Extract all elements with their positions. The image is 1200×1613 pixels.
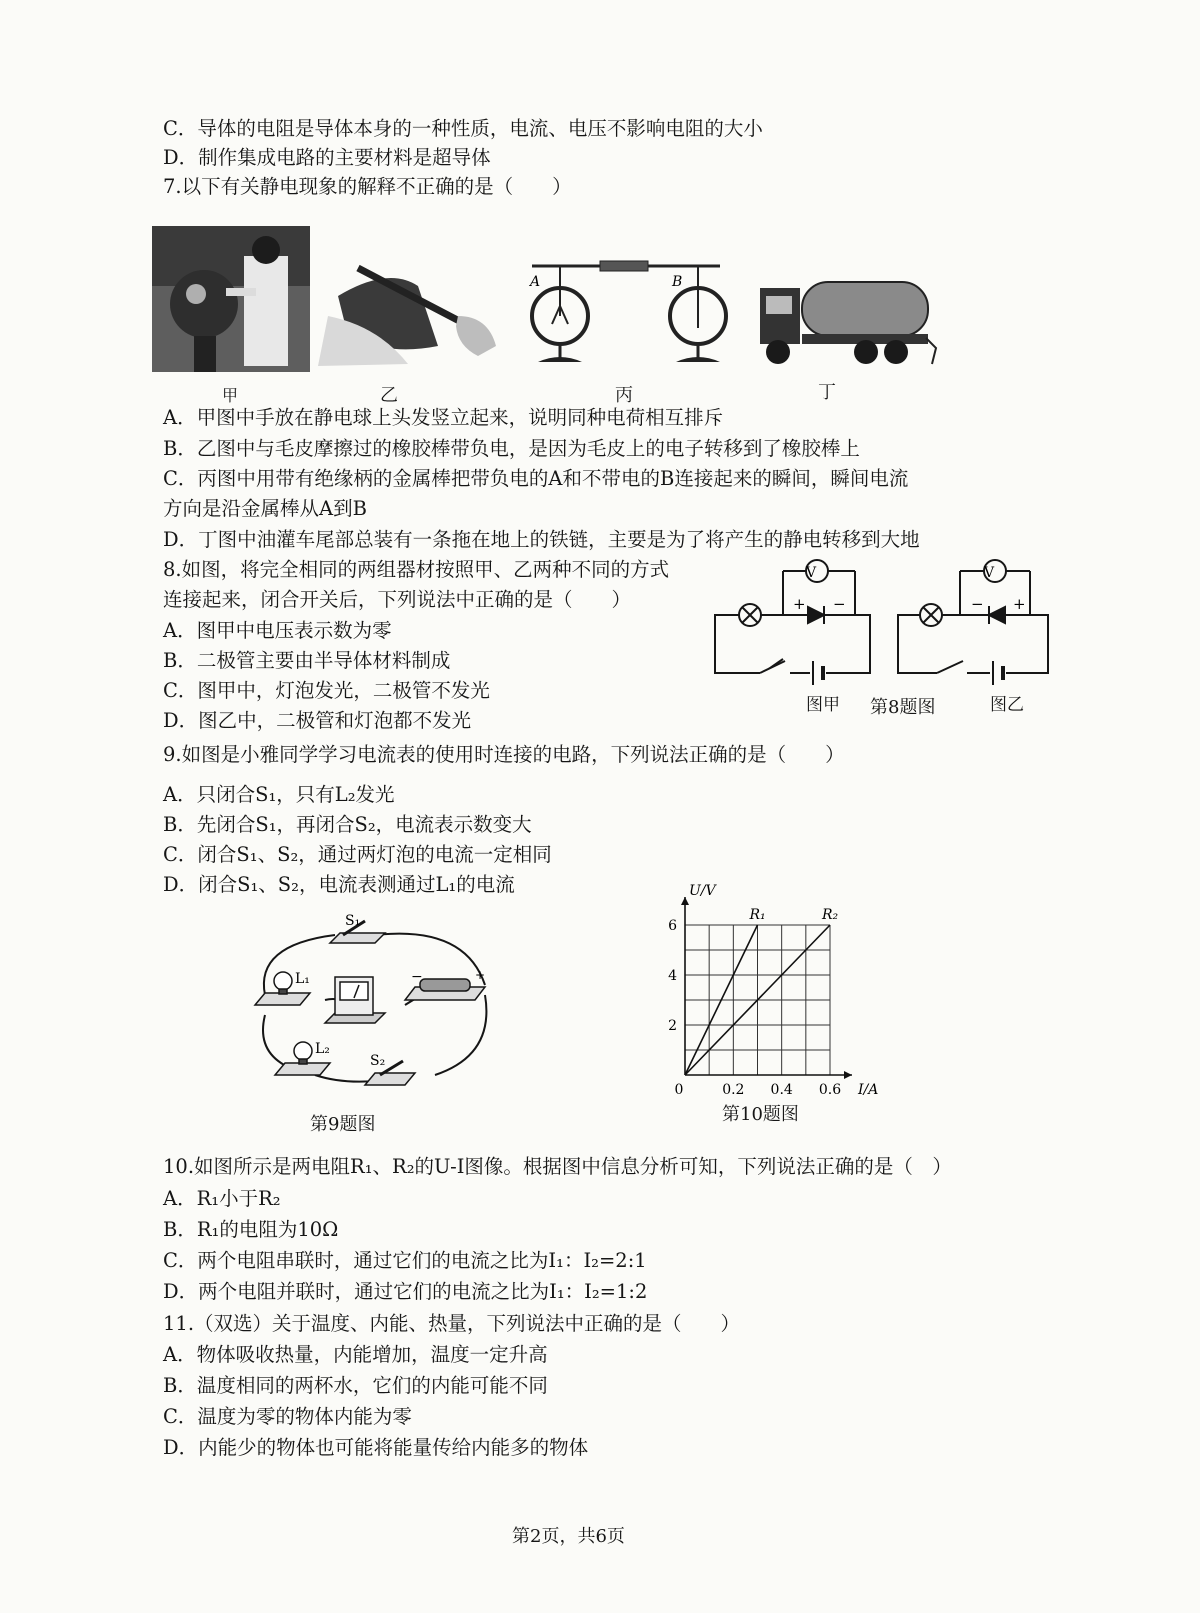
diode-jia-minus: − [833,595,846,613]
q10-option-d: D．两个电阻并联时，通过它们的电流之比为I₁：I₂=1:2 [163,1280,648,1303]
photo-jia-static-ball [152,226,310,372]
photo-ding-tanker-truck [756,268,946,372]
circuit-yi [898,560,1048,685]
q9-option-d: D．闭合S₁、S₂，电流表测通过L₁的电流 [163,873,515,896]
y-tick-label: 2 [668,1018,677,1034]
q9-fig-caption: 第9题图 [310,1114,376,1135]
x-tick-label: 0.4 [770,1082,793,1098]
q7-option-c-line2: 方向是沿金属棒从A到B [163,497,367,520]
q10-ui-chart [650,880,890,1100]
label-b: B [672,274,683,290]
q10-option-a: A．R₁小于R₂ [163,1187,281,1210]
q8-option-d: D．图乙中，二极管和灯泡都不发光 [163,709,472,732]
battery-plus: + [475,968,486,982]
q8-fig-left-label: 图甲 [806,695,840,715]
voltmeter-yi-label: V [983,565,995,581]
q9-option-c: C．闭合S₁、S₂，通过两灯泡的电流一定相同 [163,843,552,866]
x-tick-label: 0 [674,1082,684,1098]
caption-jia: 甲 [222,386,239,405]
q8-fig-right-label: 图乙 [990,695,1024,715]
x-axis-label: I/A [858,1082,879,1098]
label-l2: L₂ [315,1041,330,1057]
q8-fig-caption: 第8题图 [870,697,936,718]
q11-option-c: C．温度为零的物体内能为零 [163,1405,412,1428]
q7-option-c-line1: C．丙图中用带有绝缘柄的金属棒把带负电的A和不带电的B连接起来的瞬间，瞬间电流 [163,467,909,490]
q10-option-c: C．两个电阻串联时，通过它们的电流之比为I₁：I₂=2:1 [163,1249,647,1272]
q7-option-b: B．乙图中与毛皮摩擦过的橡胶棒带负电，是因为毛皮上的电子转移到了橡胶棒上 [163,437,860,460]
page-footer: 第2页，共6页 [512,1526,625,1547]
diode-yi-plus: + [1013,595,1026,613]
battery-minus: − [411,969,423,985]
q8-option-c: C．图甲中，灯泡发光，二极管不发光 [163,679,490,702]
y-axis-label: U/V [689,883,716,899]
label-a: A [530,274,541,290]
q11-stem: 11.（双选）关于温度、内能、热量，下列说法中正确的是（ ） [163,1312,741,1335]
figure-bing-electroscopes [520,258,730,368]
q8-stem-line2: 连接起来，闭合开关后，下列说法中正确的是（ ） [163,588,632,611]
q8-option-a: A．图甲中电压表示数为零 [163,619,392,642]
q8-option-b: B．二极管主要由半导体材料制成 [163,649,451,672]
y-tick-label: 4 [668,968,677,984]
label-s2: S₂ [370,1053,386,1069]
q6-option-d: D．制作集成电路的主要材料是超导体 [163,146,491,169]
caption-yi: 乙 [380,385,398,406]
y-axis-arrow [681,897,689,905]
q9-option-b: B．先闭合S₁，再闭合S₂，电流表示数变大 [163,813,532,836]
q9-circuit-figure [235,905,505,1095]
x-tick-label: 0.2 [722,1082,745,1098]
voltmeter-jia-label: V [805,565,817,581]
circuit-jia [715,560,870,685]
q11-option-b: B．温度相同的两杯水，它们的内能可能不同 [163,1374,548,1397]
caption-bing: 丙 [615,385,633,406]
q11-option-d: D．内能少的物体也可能将能量传给内能多的物体 [163,1436,589,1459]
q10-option-b: B．R₁的电阻为10Ω [163,1218,339,1241]
caption-ding: 丁 [818,382,836,403]
q6-option-c: C．导体的电阻是导体本身的一种性质，电流、电压不影响电阻的大小 [163,117,763,140]
q8-stem-line1: 8.如图，将完全相同的两组器材按照甲、乙两种不同的方式 [163,558,670,581]
q9-stem: 9.如图是小雅同学学习电流表的使用时连接的电路，下列说法正确的是（ ） [163,743,845,766]
diode-jia-plus: + [793,595,806,613]
q10-fig-caption: 第10题图 [722,1104,799,1125]
q10-stem: 10.如图所示是两电阻R₁、R₂的U-I图像。根据图中信息分析可知，下列说法正确的是（ ） [163,1155,952,1178]
series-label-2: R₂ [822,907,839,923]
x-tick-label: 0.6 [818,1082,842,1098]
label-l1: L₁ [295,971,310,987]
y-tick-label: 6 [668,918,677,934]
q7-option-d: D．丁图中油灌车尾部总装有一条拖在地上的铁链，主要是为了将产生的静电转移到大地 [163,528,920,551]
photo-yi-fur-rod [318,256,498,368]
q7-option-a: A．甲图中手放在静电球上头发竖立起来，说明同种电荷相互排斥 [163,406,724,429]
label-s1: S₁ [345,913,361,929]
diode-yi-minus: − [971,595,984,613]
series-label-1: R₁ [749,907,766,923]
q11-option-a: A．物体吸收热量，内能增加，温度一定升高 [163,1343,548,1366]
q7-stem: 7.以下有关静电现象的解释不正确的是（ ） [163,175,572,198]
q9-option-a: A．只闭合S₁，只有L₂发光 [163,783,395,806]
x-axis-arrow [844,1071,852,1079]
